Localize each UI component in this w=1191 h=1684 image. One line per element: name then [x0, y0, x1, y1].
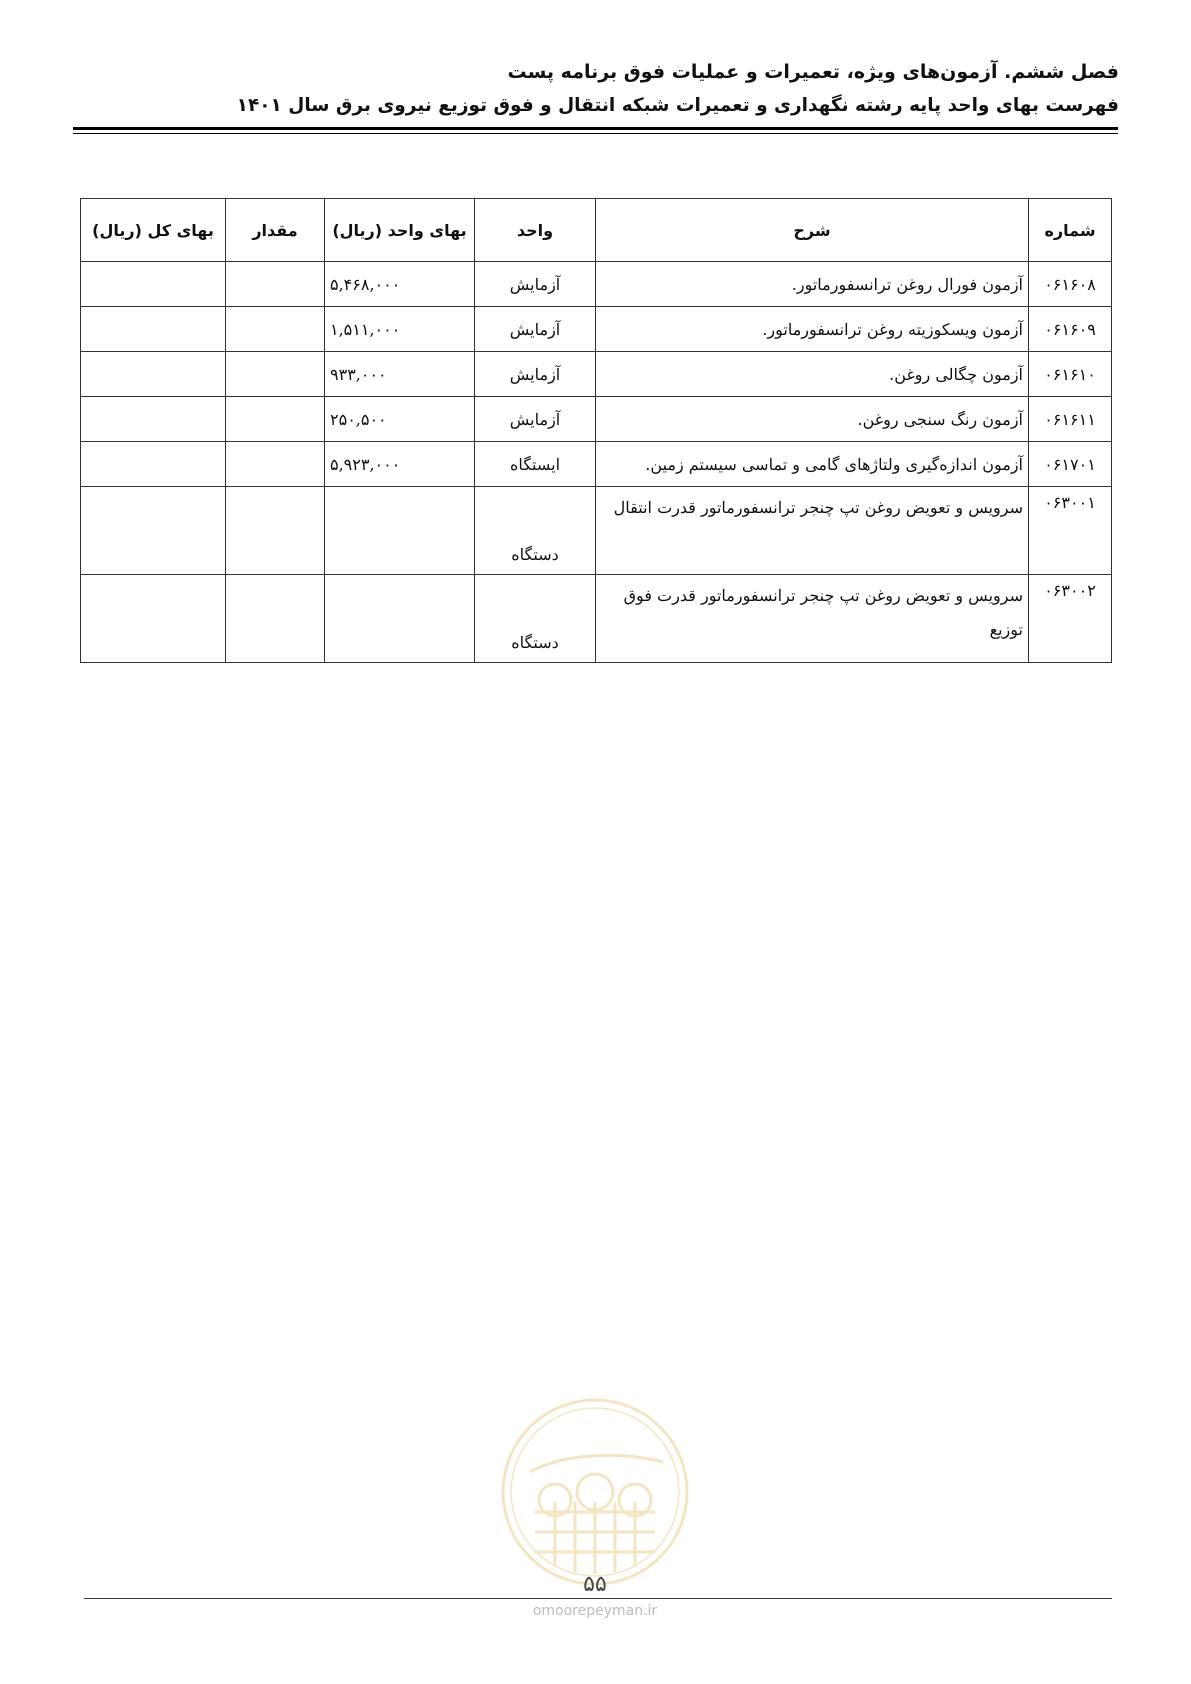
- table-row: [81, 307, 1112, 352]
- row-quantity: [226, 352, 325, 397]
- row-total-price: [81, 397, 226, 442]
- row-unit: آزمایش: [475, 352, 596, 397]
- row-quantity: [226, 262, 325, 307]
- row-unit: آزمایش: [475, 307, 596, 352]
- row-code: ۰۶۱۷۰۱: [1029, 442, 1112, 487]
- column-header-quantity: مقدار: [226, 199, 325, 262]
- row-quantity: [226, 487, 325, 575]
- watermark-emblem-icon: [495, 1392, 695, 1592]
- table-header-row: [81, 199, 1112, 262]
- row-unit-price: [325, 575, 475, 663]
- column-header-unit: واحد: [475, 199, 596, 262]
- row-unit-price: ۱,۵۱۱,۰۰۰: [325, 307, 475, 352]
- row-total-price: [81, 352, 226, 397]
- row-description: سرویس و تعویض روغن تپ چنجر ترانسفورماتور قدرت انتقال: [596, 487, 1029, 575]
- row-total-price: [81, 307, 226, 352]
- row-code: ۰۶۱۶۱۱: [1029, 397, 1112, 442]
- row-code: ۰۶۱۶۰۹: [1029, 307, 1112, 352]
- watermark-logo: [495, 1392, 695, 1592]
- table-row: [81, 397, 1112, 442]
- column-header-code: شماره: [1029, 199, 1112, 262]
- price-list-title: فهرست بهای واحد پایه رشته نگهداری و تعمیرات شبکه انتقال و فوق توزیع نیروی برق سال ۱۴۰۱: [236, 95, 1119, 116]
- row-total-price: [81, 442, 226, 487]
- row-description: آزمون رنگ سنجی روغن.: [596, 397, 1029, 442]
- row-description: آزمون فورال روغن ترانسفورماتور.: [596, 262, 1029, 307]
- table-row: [81, 575, 1112, 663]
- header-rule-thick: [73, 127, 1118, 130]
- row-description: سرویس و تعویض روغن تپ چنجر ترانسفورماتور قدرت فوق توزیع: [596, 575, 1029, 663]
- row-description: آزمون چگالی روغن.: [596, 352, 1029, 397]
- row-description: آزمون ویسکوزیته روغن ترانسفورماتور.: [596, 307, 1029, 352]
- row-unit: دستگاه: [475, 575, 596, 663]
- row-unit: ایستگاه: [475, 442, 596, 487]
- page-header: [69, 55, 1119, 123]
- header-rule-thin: [73, 133, 1118, 134]
- row-code: ۰۶۱۶۱۰: [1029, 352, 1112, 397]
- table-row: [81, 487, 1112, 575]
- row-total-price: [81, 575, 226, 663]
- row-unit-price: [325, 487, 475, 575]
- page-number: ۵۵: [583, 1572, 607, 1597]
- row-code: ۰۶۳۰۰۲: [1029, 575, 1112, 663]
- row-code: ۰۶۱۶۰۸: [1029, 262, 1112, 307]
- table-row: [81, 262, 1112, 307]
- footer-website: omoorepeyman.ir: [532, 1603, 658, 1619]
- row-code: ۰۶۳۰۰۱: [1029, 487, 1112, 575]
- row-description: آزمون اندازه‌گیری ولتاژهای گامی و تماسی سیستم زمین.: [596, 442, 1029, 487]
- row-unit-price: ۵,۹۲۳,۰۰۰: [325, 442, 475, 487]
- row-quantity: [226, 575, 325, 663]
- chapter-title: فصل ششم. آزمون‌های ویژه، تعمیرات و عملیات فوق برنامه پست: [507, 61, 1119, 83]
- row-unit: آزمایش: [475, 262, 596, 307]
- table-row: [81, 352, 1112, 397]
- row-quantity: [226, 397, 325, 442]
- price-table: [80, 198, 1112, 663]
- row-unit-price: ۵,۴۶۸,۰۰۰: [325, 262, 475, 307]
- table-row: [81, 442, 1112, 487]
- row-total-price: [81, 262, 226, 307]
- row-unit-price: ۹۳۳,۰۰۰: [325, 352, 475, 397]
- column-header-total-price: بهای کل (ریال): [81, 199, 226, 262]
- row-unit: آزمایش: [475, 397, 596, 442]
- column-header-unit-price: بهای واحد (ریال): [325, 199, 475, 262]
- row-quantity: [226, 442, 325, 487]
- footer-rule: [84, 1598, 1112, 1599]
- row-quantity: [226, 307, 325, 352]
- row-unit: دستگاه: [475, 487, 596, 575]
- row-unit-price: ۲۵۰,۵۰۰: [325, 397, 475, 442]
- row-total-price: [81, 487, 226, 575]
- column-header-description: شرح: [596, 199, 1029, 262]
